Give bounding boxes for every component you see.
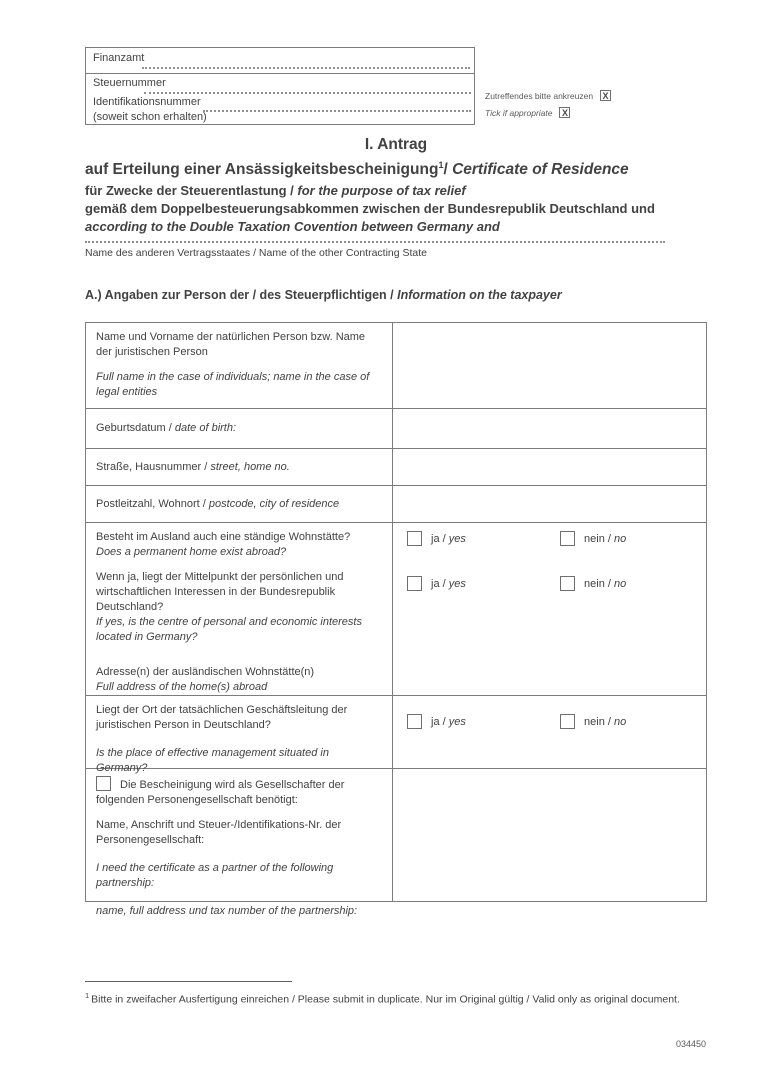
partnership-name-label-en: name, full address und tax number of the partnership: [96,905,358,917]
identifikationsnummer-input-line[interactable] [203,110,471,112]
table-row-management [86,695,706,774]
management-question-de: Liegt der Ort der tatsächlichen Geschäftsleitung der juristischen Person in Deutschland? [96,704,348,731]
title-line3 [85,182,707,200]
permanent-home-question: Besteht im Ausland auch eine ständige Wohnstätte? Does a permanent home exist abroad? [96,531,351,558]
table-row-postcode [86,485,706,522]
partnership-statement-en: I need the certificate as a partner of the following partnership: [96,862,334,889]
street-label: Straße, Hausnummer / street, home no. [96,460,290,473]
title-line2-en: Certificate of Residence [452,161,629,179]
name-label-cell [86,323,393,408]
footnote-text: Bitte in zweifacher Ausfertigung einreichen / Please submit in duplicate. Nur im Original gültig / Valid only as original document. [91,993,680,1006]
birthdate-label: Geburtsdatum / date of birth: [96,422,237,434]
title-line2-de: auf Erteilung einer Ansässigkeitsbescheinigung [85,161,439,179]
partnership-checkbox[interactable] [96,776,111,791]
steuernummer-input-line[interactable] [144,92,471,94]
table-row-street [86,448,706,485]
tick-note-en: Tick if appropriate [485,107,553,118]
management-no-option [560,714,626,730]
management-question-en: Is the place of effective management situated in Germany? [96,747,329,774]
tax-office-box [85,47,475,125]
interests-no-checkbox[interactable] [560,576,575,591]
section-a-heading [85,288,562,302]
tax-number-section [86,74,474,124]
title-line4: gemäß dem Doppelbesteuerungsabkommen zwischen der Bundesrepublik Deutschland und [85,201,655,217]
table-row-name [86,323,706,408]
birthdate-label-cell [86,409,393,448]
tick-note [485,88,611,122]
title-line2-divider: / [443,161,453,179]
form-title [85,136,707,236]
permanent-home-no-checkbox[interactable] [560,531,575,546]
interests-yes-checkbox[interactable] [407,576,422,591]
title-line5: according to the Double Taxation Covention between Germany and [85,219,500,235]
interests-yes-label: ja / yes [431,578,466,590]
table-row-partnership [86,768,706,917]
partnership-statement [96,776,380,808]
contracting-state-input-line[interactable] [85,241,665,243]
management-yes-checkbox[interactable] [407,714,422,729]
street-label-cell [86,449,393,485]
contracting-state-caption: Name des anderen Vertragsstaates / Name of the other Contracting State [85,247,428,259]
title-line3-de: für Zwecke der Steuerentlastung / [85,183,298,199]
partnership-label-cell [86,769,393,917]
management-label-cell [86,696,393,774]
tick-example-checkbox-en: X [559,107,570,118]
postcode-label: Postleitzahl, Wohnort / postcode, city of residence [96,497,340,510]
birthdate-value-cell[interactable] [393,409,706,448]
address-abroad-label: Adresse(n) der ausländischen Wohnstätte(n) Full address of the home(s) abroad [96,666,315,693]
management-yes-option [407,714,466,730]
section-a-heading-en: Information on the taxpayer [397,288,562,302]
title-heading: I. Antrag [364,136,428,153]
footnote-reference: 1 [438,160,444,170]
footnote [85,988,685,1008]
permanent-home-yes-label: ja / yes [431,533,466,545]
interests-question: Wenn ja, liegt der Mittelpunkt der persönlichen und wirtschaftlichen Interessen in der Bundesrepublik Deutschland? If yes, is the centre of personal and economic interests located in Germany? [96,571,362,643]
postcode-value-cell[interactable] [393,486,706,522]
postcode-label-cell [86,486,393,522]
finanzamt-section [86,48,474,74]
table-row-residence-questions [86,522,706,695]
interests-no-option [560,576,626,592]
steuernummer-label: Steuernummer [93,77,166,89]
identifikationsnummer-label: Identifikationsnummer [93,96,201,108]
tick-note-de: Zutreffendes bitte ankreuzen [485,90,594,101]
tick-example-checkbox-de: X [600,90,611,101]
street-value-cell[interactable] [393,449,706,485]
finanzamt-input-line[interactable] [142,67,470,69]
footnote-ref: 1 [85,991,90,1000]
permanent-home-yes-option [407,531,466,547]
management-no-label: nein / no [584,716,627,728]
title-line2 [85,160,707,179]
management-yes-label: ja / yes [431,716,466,728]
permanent-home-yes-checkbox[interactable] [407,531,422,546]
permanent-home-no-option [560,531,626,547]
partnership-value-cell[interactable] [393,769,706,901]
name-label-de: Name und Vorname der natürlichen Person bzw. Name der juristischen Person [96,331,366,358]
finanzamt-label: Finanzamt [93,52,145,64]
management-no-checkbox[interactable] [560,714,575,729]
taxpayer-table [85,322,707,917]
section-a-heading-de: A.) Angaben zur Person der / des Steuerpflichtigen / [85,288,398,302]
name-label-en: Full name in the case of individuals; name in the case of legal entities [96,371,370,398]
interests-yes-option [407,576,466,592]
partnership-name-label: Name, Anschrift und Steuer-/Identifikations-Nr. der Personengesellschaft: [96,819,342,846]
identifikationsnummer-note: (soweit schon erhalten) [93,111,207,123]
permanent-home-no-label: nein / no [584,533,627,545]
title-line3-en: for the purpose of tax relief [297,183,466,199]
partnership-statement-text: Die Bescheinigung wird als Gesellschafter der folgenden Personengesellschaft benötigt: [96,779,345,806]
residence-questions-label-cell [86,523,393,695]
management-answer-cell [393,696,706,768]
residence-questions-answer-cell [393,523,706,695]
name-value-cell[interactable] [393,323,706,408]
form-number: 034450 [676,1039,707,1049]
table-row-birthdate [86,408,706,448]
footnote-divider [85,981,292,982]
interests-no-label: nein / no [584,578,627,590]
